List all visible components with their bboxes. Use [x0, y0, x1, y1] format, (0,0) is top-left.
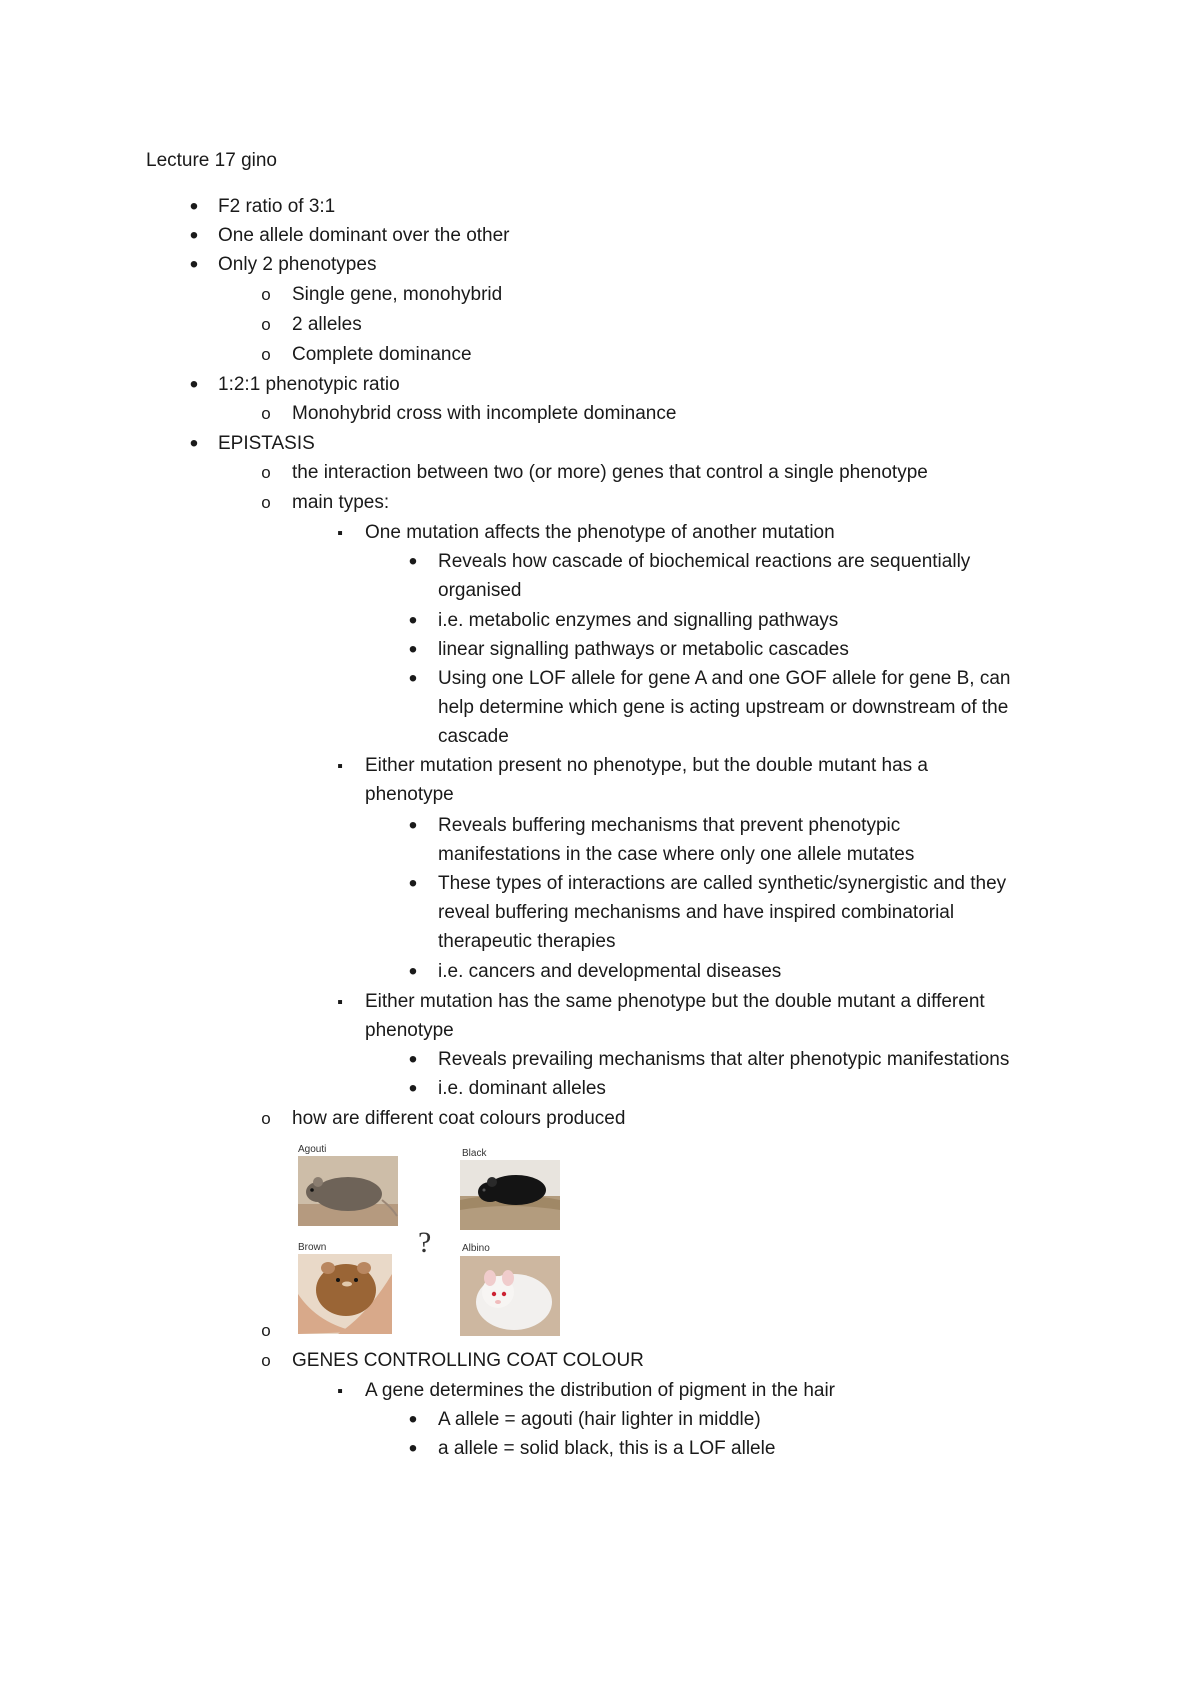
list-item-text: One allele dominant over the other: [218, 225, 510, 246]
list-bullet-disc: [403, 608, 423, 636]
list-bullet-disc: [403, 1436, 423, 1464]
list-item-text: A gene determines the distribution of pigment in the hair: [365, 1380, 836, 1401]
list-item-text: how are different coat colours produced: [292, 1108, 626, 1129]
list-item-text: i.e. dominant alleles: [438, 1078, 606, 1099]
list-bullet-o: o: [261, 1321, 271, 1340]
list-item-text: Complete dominance: [292, 344, 472, 365]
list-item-text: manifestations in the case where only one allele mutates: [438, 844, 915, 865]
list-item-text: F2 ratio of 3:1: [218, 196, 336, 217]
list-bullet-disc: [403, 871, 423, 899]
list-item-text: i.e. cancers and developmental diseases: [438, 961, 782, 982]
list-bullet-disc: [184, 194, 204, 222]
list-item-text: linear signalling pathways or metabolic cascades: [438, 639, 849, 660]
list-item-text: i.e. metabolic enzymes and signalling pathways: [438, 610, 839, 631]
list-item-text: Reveals prevailing mechanisms that alter phenotypic manifestations: [438, 1049, 1010, 1070]
list-item-text: reveal buffering mechanisms and have inspired combinatorial: [438, 902, 955, 923]
list-bullet-o: o: [261, 345, 271, 364]
list-bullet-disc: [403, 1047, 423, 1075]
list-item-text: EPISTASIS: [218, 433, 315, 454]
list-bullet-disc: [403, 813, 423, 841]
list-bullet-o: o: [261, 1109, 271, 1128]
agouti-mouse-image: [298, 1156, 398, 1226]
list-item-text: a allele = solid black, this is a LOF allele: [438, 1438, 776, 1459]
list-item-text: GENES CONTROLLING COAT COLOUR: [292, 1350, 644, 1371]
black-mouse-image: [460, 1160, 560, 1230]
list-item-text: Either mutation has the same phenotype but the double mutant a different: [365, 991, 985, 1012]
list-bullet-disc: [403, 666, 423, 694]
list-item-text: Only 2 phenotypes: [218, 254, 377, 275]
list-item-text: 2 alleles: [292, 314, 362, 335]
list-bullet-square: [330, 520, 350, 547]
list-bullet-disc: [184, 431, 204, 459]
albino-mouse-image: [460, 1256, 560, 1336]
list-item-text: phenotype: [365, 1020, 454, 1041]
list-item-text: These types of interactions are called synthetic/synergistic and they: [438, 873, 1007, 894]
list-item-text: therapeutic therapies: [438, 931, 616, 952]
label-black: Black: [462, 1148, 487, 1159]
list-item-text: Monohybrid cross with incomplete dominance: [292, 403, 677, 424]
list-bullet-o: o: [261, 315, 271, 334]
list-bullet-disc: [184, 252, 204, 280]
list-item-text: main types:: [292, 492, 390, 513]
document-title: Lecture 17 gino: [146, 150, 277, 171]
list-item-text: Reveals buffering mechanisms that prevent phenotypic: [438, 815, 901, 836]
list-bullet-disc: [403, 549, 423, 577]
list-item-text: cascade: [438, 726, 509, 747]
list-bullet-disc: [403, 959, 423, 987]
list-item-text: 1:2:1 phenotypic ratio: [218, 374, 400, 395]
label-agouti: Agouti: [298, 1144, 327, 1155]
list-item-text: phenotype: [365, 784, 454, 805]
list-bullet-o: o: [261, 493, 271, 512]
list-bullet-o: o: [261, 1351, 271, 1370]
brown-mouse-image: [298, 1254, 392, 1334]
list-item-text: Either mutation present no phenotype, but the double mutant has a: [365, 755, 928, 776]
list-bullet-square: [330, 1378, 350, 1405]
list-item-text: A allele = agouti (hair lighter in middle): [438, 1409, 761, 1430]
list-bullet-disc: [403, 1407, 423, 1435]
list-bullet-disc: [184, 223, 204, 251]
list-item-text: help determine which gene is acting upstream or downstream of the: [438, 697, 1009, 718]
list-bullet-o: o: [261, 285, 271, 304]
question-mark: ?: [418, 1226, 432, 1259]
list-item-text: the interaction between two (or more) genes that control a single phenotype: [292, 462, 928, 483]
label-brown: Brown: [298, 1242, 327, 1253]
list-item-text: Using one LOF allele for gene A and one GOF allele for gene B, can: [438, 668, 1011, 689]
list-item-text: Single gene, monohybrid: [292, 284, 503, 305]
list-bullet-disc: [184, 372, 204, 400]
list-item-text: Reveals how cascade of biochemical reactions are sequentially: [438, 551, 971, 572]
list-bullet-square: [330, 989, 350, 1016]
list-bullet-disc: [403, 637, 423, 665]
list-item-text: One mutation affects the phenotype of another mutation: [365, 522, 835, 543]
list-bullet-square: [330, 753, 350, 780]
list-bullet-disc: [403, 1076, 423, 1104]
list-bullet-o: o: [261, 463, 271, 482]
label-albino: Albino: [462, 1243, 490, 1254]
list-item-text: organised: [438, 580, 522, 601]
list-bullet-o: o: [261, 404, 271, 423]
